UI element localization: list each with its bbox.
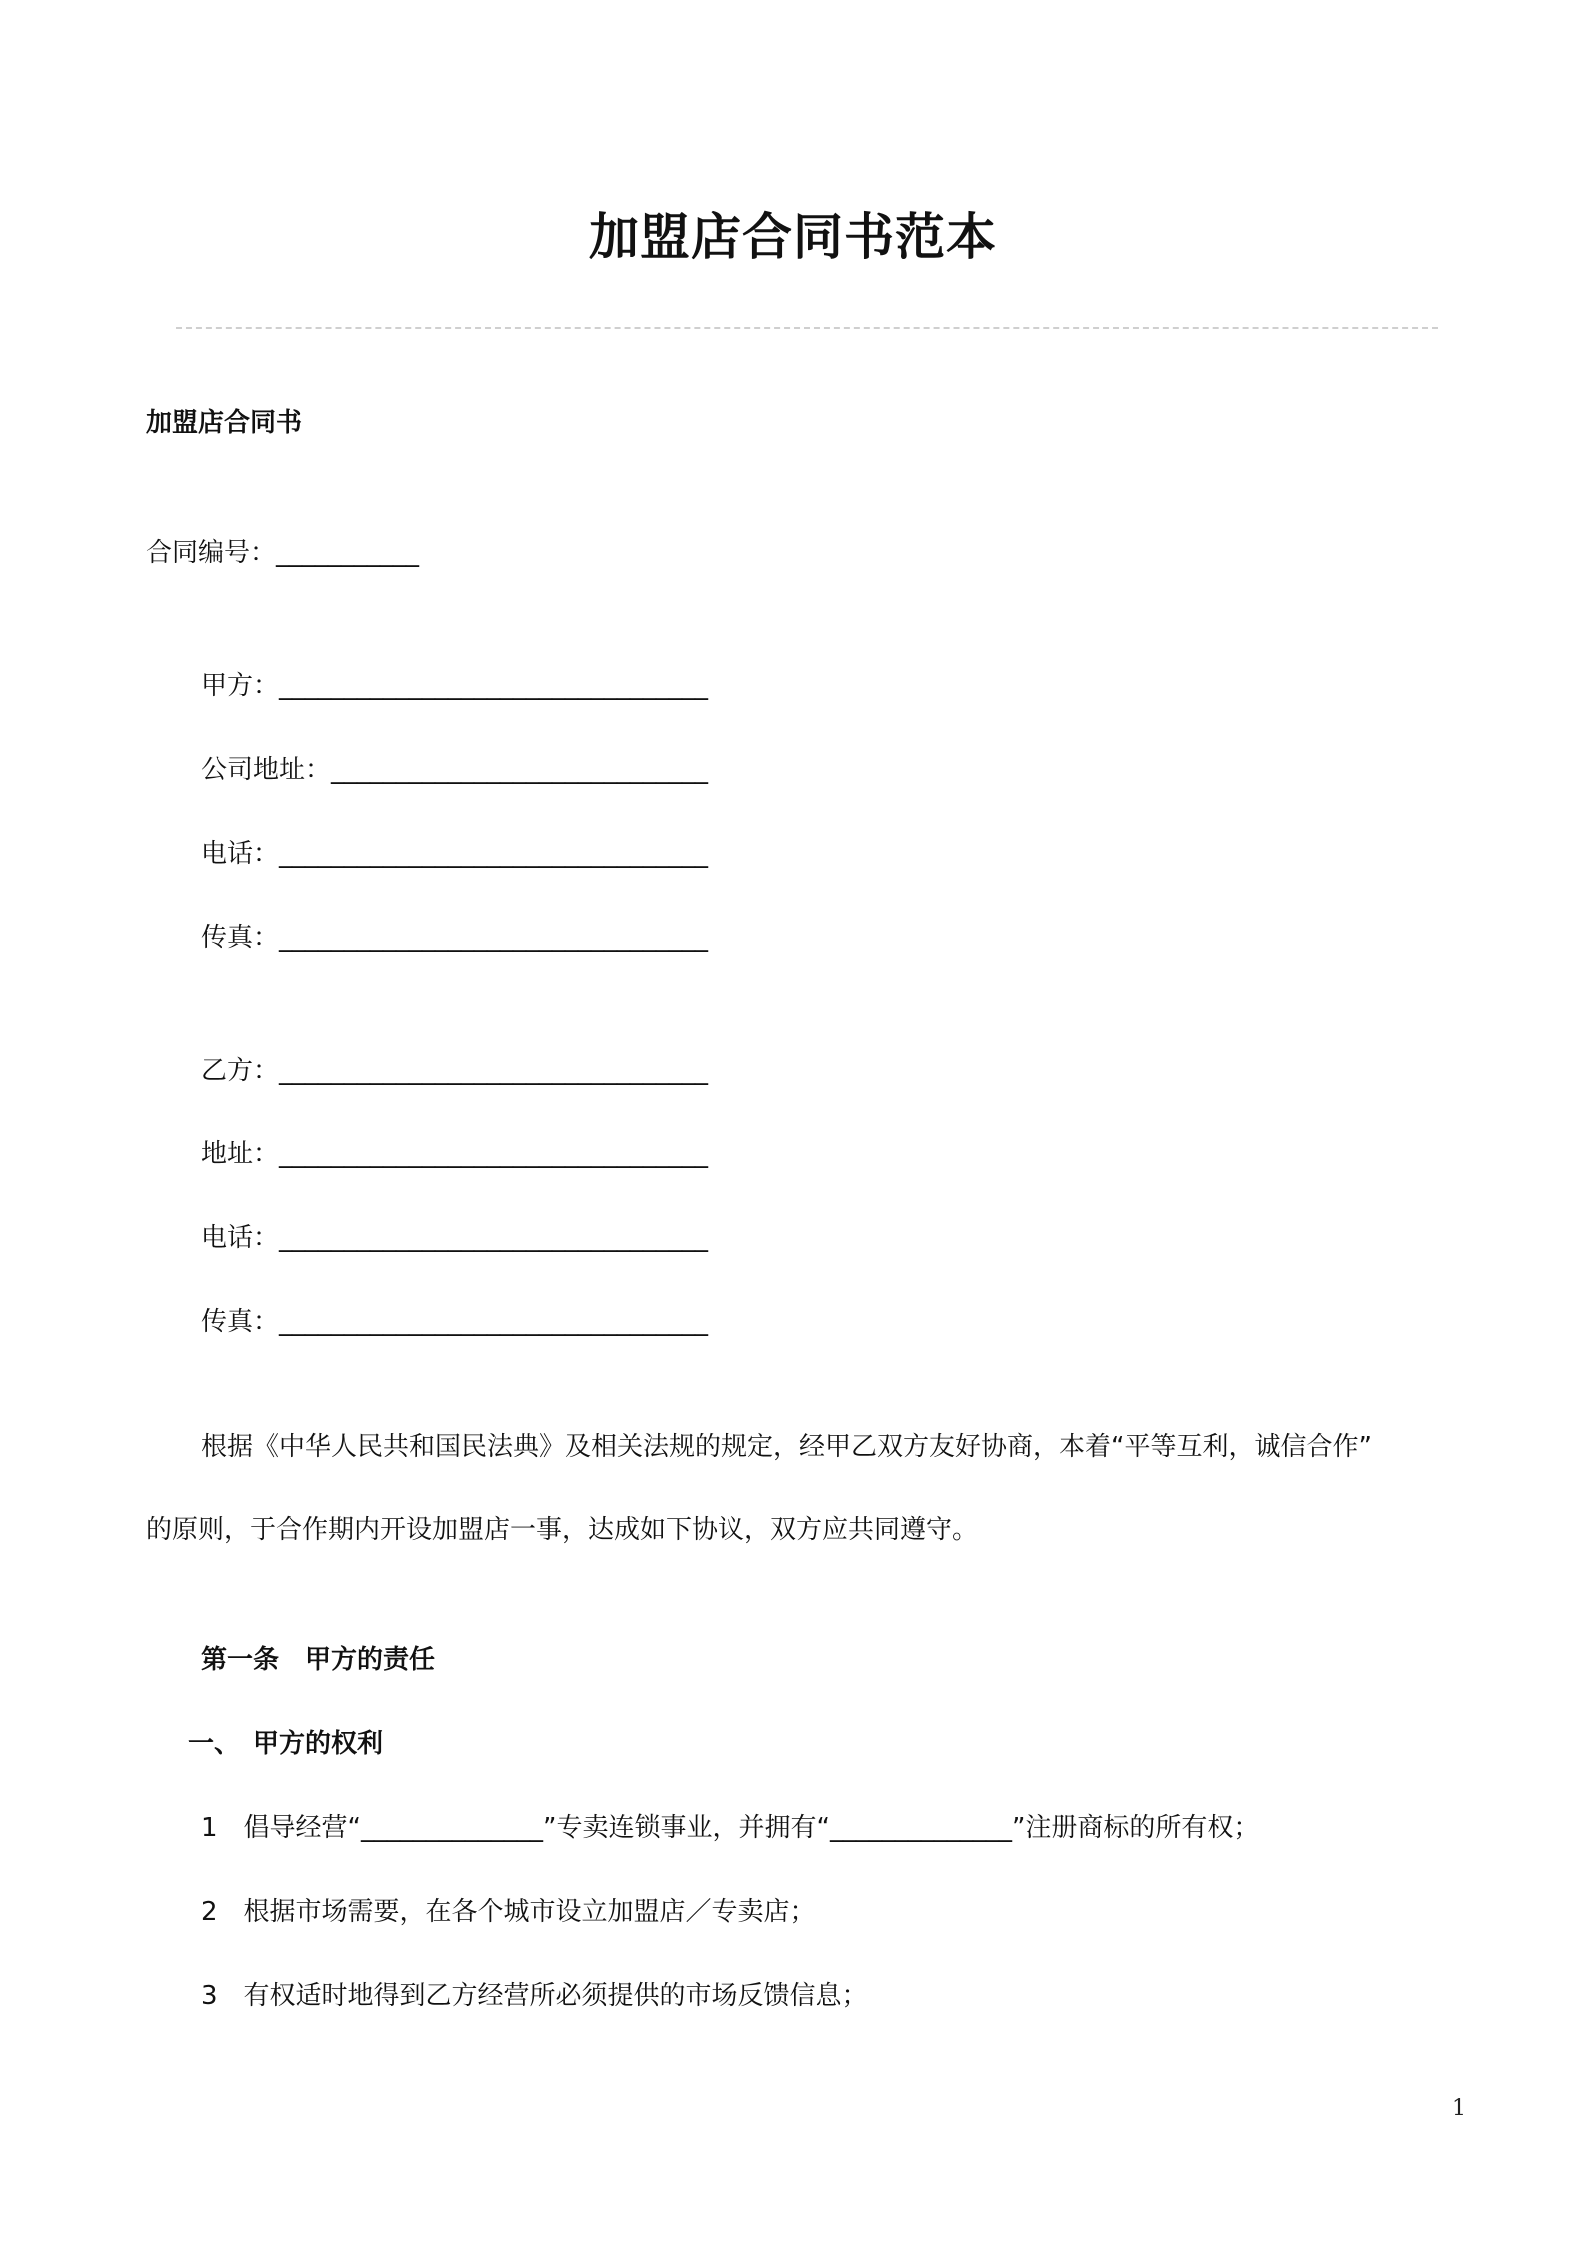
party-a-address-field: 公司地址：_____________________________ — [201, 755, 709, 785]
party-a-name-field: 甲方：_________________________________ — [201, 671, 709, 701]
contract-number-field: 合同编号：___________ — [146, 538, 420, 568]
preamble-line-1: 根据《中华人民共和国民法典》及相关法规的规定，经甲乙双方友好协商，本着“平等互利，诚信合作” — [201, 1432, 1372, 1462]
clause-3: 3 有权适时地得到乙方经营所必须提供的市场反馈信息； — [201, 1981, 868, 2011]
clause-1: 1 倡导经营“______________”专卖连锁事业，并拥有“______________”注册商标的所有权； — [201, 1813, 1260, 1843]
section-1-heading: 一、 甲方的权利 — [188, 1729, 384, 1759]
party-b-phone-field: 电话：_________________________________ — [201, 1223, 709, 1253]
contract-subtitle: 加盟店合同书 — [146, 408, 303, 438]
preamble-line-2: 的原则，于合作期内开设加盟店一事，达成如下协议，双方应共同遵守。 — [146, 1515, 979, 1545]
clause-2: 2 根据市场需要，在各个城市设立加盟店／专卖店； — [201, 1897, 816, 1927]
page-number: 1 — [1452, 2096, 1466, 2121]
party-b-fax-field: 传真：_________________________________ — [201, 1307, 709, 1337]
title-divider — [176, 327, 1438, 329]
article-1-heading: 第一条 甲方的责任 — [201, 1645, 436, 1675]
party-b-address-field: 地址：_________________________________ — [201, 1139, 709, 1169]
party-a-fax-field: 传真：_________________________________ — [201, 923, 709, 953]
party-a-phone-field: 电话：_________________________________ — [201, 839, 709, 869]
document-title: 加盟店合同书范本 — [589, 208, 997, 266]
party-b-name-field: 乙方：_________________________________ — [201, 1056, 709, 1086]
